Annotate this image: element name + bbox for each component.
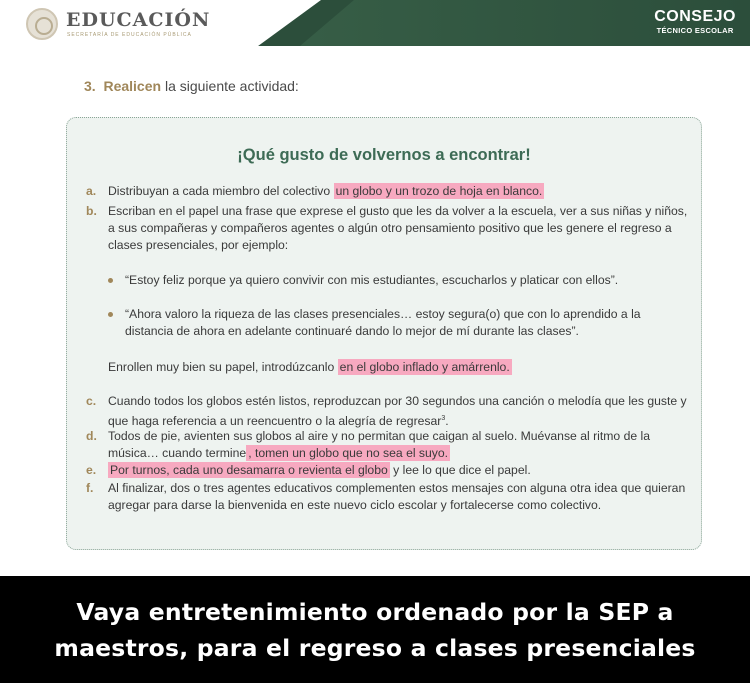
step-instruction xyxy=(84,78,299,94)
item-text: Al finalizar, dos o tres agentes educativos complementen estos mensajes con alguna otra idea que quieran agregar para darse la bienvenida en este nuevo ciclo escolar y fortalecerse como colectivo. xyxy=(108,481,686,512)
news-caption xyxy=(0,576,750,683)
step-number: 3. xyxy=(84,78,96,94)
highlighted-text: Por turnos, cada uno desamarra o revienta el globo xyxy=(110,463,388,477)
caption-line-1: Vaya entretenimiento ordenado por la SEP a xyxy=(76,597,674,626)
council-title: CONSEJO xyxy=(654,8,736,25)
item-text: Todos de pie, avienten sus globos al aire y no permitan que caigan al suelo. Muévanse al ritmo de la música… cuando termine xyxy=(108,429,650,460)
activity-title: ¡Qué gusto de volvernos a encontrar! xyxy=(237,146,531,164)
list-item-a xyxy=(86,183,692,200)
roll-instruction xyxy=(108,359,512,376)
council-subtitle: TÉCNICO ESCOLAR xyxy=(656,26,734,35)
bullet-dot-icon xyxy=(108,312,113,317)
list-item-b xyxy=(86,203,692,254)
item-text: Escriban en el papel una frase que exprese el gusto que les da volver a la escuela, ver a sus niñas y niños, a sus compañeras y compañeros agentes o algún otro pensamiento positivo que les genere el regreso a clases presenciales, por ejemplo: xyxy=(108,204,688,252)
brand-subtitle: SECRETARÍA DE EDUCACIÓN PÚBLICA xyxy=(67,32,192,38)
highlighted-text: en el globo inflado y amárrenlo. xyxy=(339,360,510,374)
bullet-text: “Ahora valoro la riqueza de las clases presenciales… estoy segura(o) que con lo aprendido a la distancia de ahora en adelante continuaré dando lo mejor de mí durante las clases”. xyxy=(125,307,641,338)
item-label: f. xyxy=(86,481,94,495)
example-bullet xyxy=(108,272,684,289)
item-text: Cuando todos los globos estén listos, reproduzcan por 30 segundos una canción o melodía que les guste y que haga referencia a un reencuentro o la alegría de regresar xyxy=(108,394,687,429)
brand-name: EDUCACIÓN xyxy=(66,9,211,31)
step-verb: Realicen xyxy=(103,78,162,94)
item-label: a. xyxy=(86,184,97,198)
step-text: la siguiente actividad: xyxy=(161,78,299,94)
caption-line-2: maestros, para el regreso a clases presenciales xyxy=(54,633,696,662)
item-text-end: . xyxy=(445,414,449,429)
list-item-c xyxy=(86,393,692,430)
item-text: y lee lo que dice el papel. xyxy=(389,463,531,477)
footnote-marker: 3 xyxy=(441,415,446,422)
paragraph-text: Enrollen muy bien su papel, introdúzcanlo xyxy=(108,360,338,374)
item-text: Distribuyan a cada miembro del colectivo xyxy=(108,184,334,198)
highlighted-text: , tomen un globo que no sea el suyo. xyxy=(248,446,449,460)
item-label: e. xyxy=(86,463,97,477)
council-logo xyxy=(654,8,736,35)
national-seal-icon xyxy=(26,8,58,40)
list-item-d xyxy=(86,428,692,462)
bullet-dot-icon xyxy=(108,278,113,283)
highlighted-text: un globo y un trozo de hoja en blanco. xyxy=(335,184,543,198)
item-label: b. xyxy=(86,204,97,218)
example-bullet xyxy=(108,306,684,340)
list-item-e xyxy=(86,462,692,479)
item-label: d. xyxy=(86,429,97,443)
item-label: c. xyxy=(86,394,97,408)
document-header xyxy=(0,0,750,48)
list-item-f xyxy=(86,480,692,514)
bullet-text: “Estoy feliz porque ya quiero convivir con mis estudiantes, escucharlos y platicar con ellos”. xyxy=(125,273,619,287)
